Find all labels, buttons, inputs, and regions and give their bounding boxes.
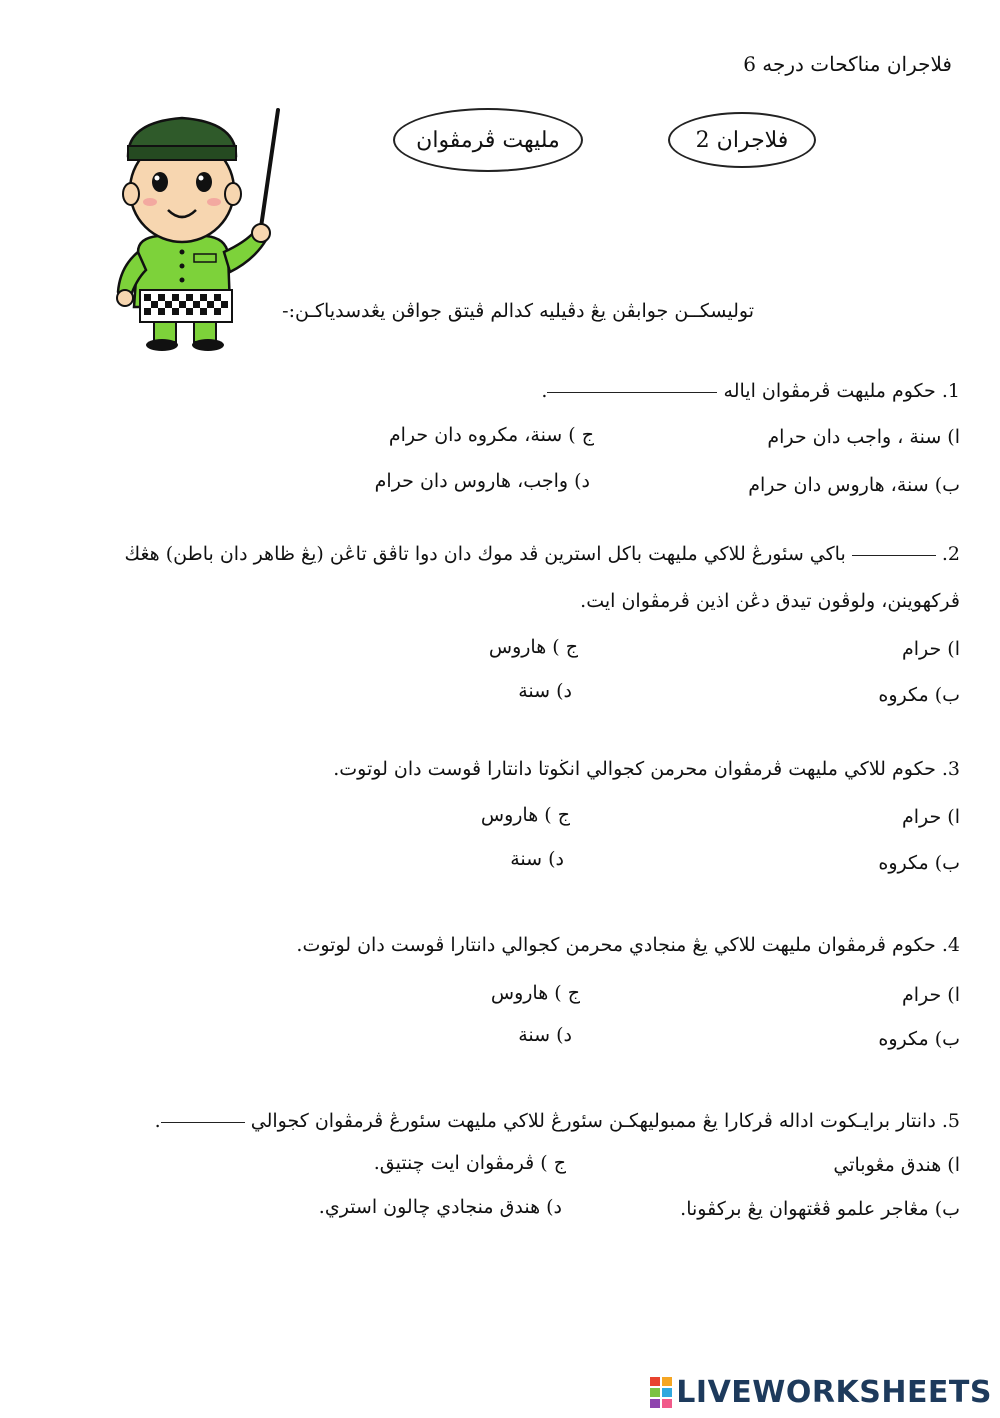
answer-blank[interactable] bbox=[547, 391, 717, 393]
option-d: د) واجب، هاروس دان حرام bbox=[374, 470, 590, 492]
option-c: ج ) سنة، مكروه دان حرام bbox=[388, 424, 594, 446]
option-d: د) سنة bbox=[510, 848, 564, 870]
question-text: حكوم مليهت ڤرمڤوان اياله bbox=[723, 380, 936, 402]
lesson-label: فلاجران 2 bbox=[668, 112, 816, 168]
question-2 bbox=[124, 543, 960, 565]
logo-square bbox=[650, 1388, 660, 1397]
option-d: د) سنة bbox=[518, 680, 572, 702]
question-number: 1. bbox=[941, 380, 960, 402]
answer-blank[interactable] bbox=[161, 1121, 245, 1123]
option-d: د) سنة bbox=[518, 1024, 572, 1046]
question-number: 4. bbox=[941, 934, 960, 956]
question-text: باكي سئورڠ للاكي مليهت باكل استرين ڤد موك دان دوا تاڤق تاڠن (يڠ ظاهر دان باطن) هڠڬ bbox=[124, 543, 846, 565]
logo-mark-icon bbox=[650, 1377, 672, 1408]
question-number: 3. bbox=[941, 758, 960, 780]
question-text: دانتار برايـكوت اداله ڤركارا يڠ ممبوليهكـن سئورڠ للاكي مليهت سئورڠ ڤرمڤوان كجوالي bbox=[250, 1110, 936, 1132]
option-c: ج ) هاروس bbox=[480, 804, 570, 826]
logo-square bbox=[662, 1377, 672, 1386]
option-a: ا) سنة ، واجب دان حرام bbox=[767, 426, 960, 448]
question-text: حكوم ڤرمڤوان مليهت للاكي يڠ منجادي محرمن كجوالي دانتارا ڤوست دان لوتوت. bbox=[296, 934, 936, 956]
liveworksheets-logo[interactable] bbox=[650, 1375, 992, 1410]
logo-square bbox=[662, 1388, 672, 1397]
option-c: ج ) ڤرمڤوان ايت چنتيق. bbox=[373, 1152, 566, 1174]
option-d: د) هندق منجادي چالون استري. bbox=[318, 1196, 562, 1218]
option-c: ج ) هاروس bbox=[488, 636, 578, 658]
question-5 bbox=[155, 1110, 960, 1132]
topic-label: مليهت ڤرمڤوان bbox=[393, 108, 583, 172]
instruction-text: توليسكــن جوابڤن يڠ دڤيليه كدالم ڤيتق جواڤن يڠدسدياكـن:- bbox=[282, 300, 754, 322]
option-a: ا) حرام bbox=[901, 984, 960, 1006]
question-end: . bbox=[154, 1110, 161, 1132]
option-c: ج ) هاروس bbox=[490, 982, 580, 1004]
option-b: ب) سنة، هاروس دان حرام bbox=[748, 474, 960, 496]
subject-line: فلاجران مناكحات درجه 6 bbox=[743, 52, 952, 76]
option-a: ا) حرام bbox=[901, 638, 960, 660]
question-end: . bbox=[541, 380, 548, 402]
question-number: 2. bbox=[941, 543, 960, 565]
question-number: 5. bbox=[941, 1110, 960, 1132]
option-b: ب) مكروه bbox=[878, 684, 960, 706]
option-b: ب) مڠاجر علمو ڤڠتهوان يڠ بركڤونا. bbox=[680, 1198, 960, 1220]
brand-name: LIVEWORKSHEETS bbox=[676, 1375, 992, 1410]
option-b: ب) مكروه bbox=[878, 1028, 960, 1050]
teacher-illustration bbox=[98, 102, 288, 352]
logo-square bbox=[662, 1399, 672, 1408]
question-4 bbox=[296, 934, 960, 956]
question-2-continued: ڤركهوينن، ولوڤون تيدق دڠن اذين ڤرمڤوان ايت. bbox=[580, 590, 960, 612]
answer-blank[interactable] bbox=[852, 554, 936, 556]
option-a: ا) حرام bbox=[901, 806, 960, 828]
logo-square bbox=[650, 1377, 660, 1386]
question-text: حكوم للاكي مليهت ڤرمڤوان محرمن كجوالي انڬوتا دانتارا ڤوست دان لوتوت. bbox=[333, 758, 936, 780]
logo-square bbox=[650, 1399, 660, 1408]
question-1 bbox=[541, 380, 960, 402]
option-b: ب) مكروه bbox=[878, 852, 960, 874]
question-3 bbox=[333, 758, 960, 780]
option-a: ا) هندق مڠوباتي bbox=[833, 1154, 960, 1176]
